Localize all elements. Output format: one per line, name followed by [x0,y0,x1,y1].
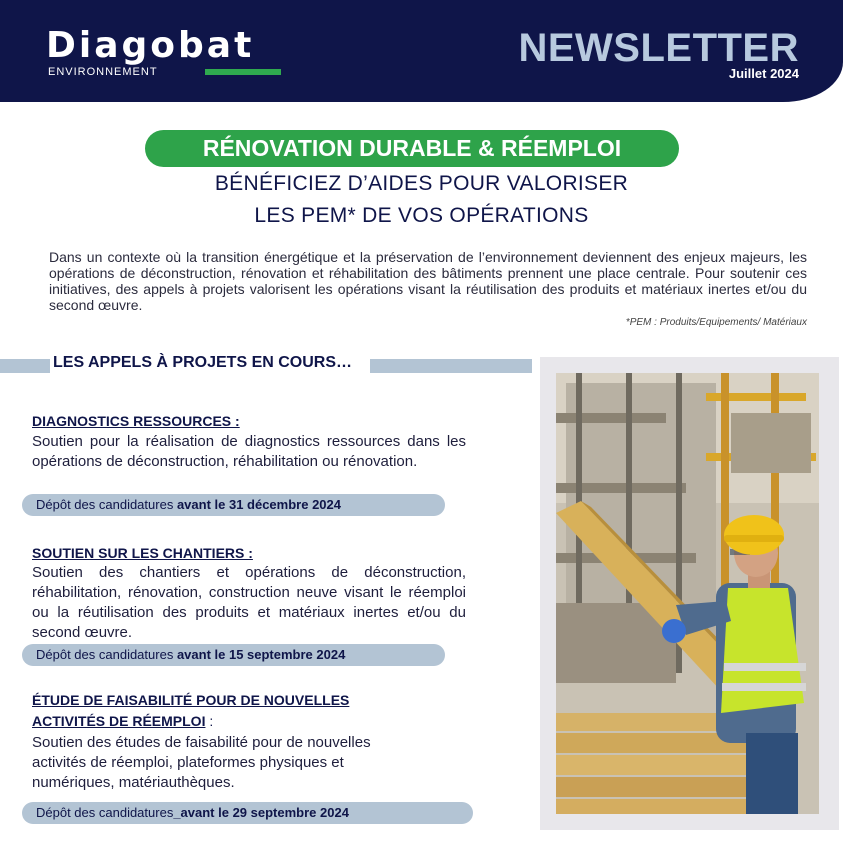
logo-name: Diagobat [46,25,255,66]
project-3-title-line-2: ACTIVITÉS DE RÉEMPLOI [32,713,206,729]
project-3-text: Soutien des études de faisabilité pour de nouvelles activités de réemploi, plateformes physiques et numériques, matériauthèques. [32,734,371,791]
intro-paragraph: Dans un contexte où la transition énergétique et la préservation de l’environnement deviennent des enjeux majeurs, les opérations de déconstruction, rénovation et réhabilitation des bâtiments prennent une place centrale. Pour soutenir ces initiatives, des appels à projets valorisent les opérations visant la réutilisation des produits et matériaux inertes et/ou du second œuvre. [49,249,807,313]
section-title: LES APPELS À PROJETS EN COURS… [53,354,358,372]
pem-footnote: *PEM : Produits/Equipements/ Matériaux [625,317,807,328]
project-1-title: DIAGNOSTICS RESSOURCES : [32,413,240,429]
project-2-text: Soutien des chantiers et opérations de déconstruction, réhabilitation, rénovation, construction neuve visant le réemploi ou la réutilisation des produits et matériaux inertes et/ou du second œuvre. [32,564,466,641]
construction-worker-photo [556,373,819,814]
project-1-text: Soutien pour la réalisation de diagnostics ressources dans les opérations de déconstruction, réhabilitation ou rénovation. [32,433,466,470]
header-banner [0,0,843,102]
logo-green-bar [205,69,281,75]
section-bar-right [370,359,532,373]
construction-site-illustration [556,373,819,814]
topic-pill: RÉNOVATION DURABLE & RÉEMPLOI [145,130,679,167]
newsletter-date: Juillet 2024 [728,66,799,81]
project-3-deadline: Dépôt des candidatures_avant le 29 septembre 2024 [22,802,473,824]
project-1-deadline: Dépôt des candidatures avant le 31 décembre 2024 [22,494,445,516]
project-3-title-line-2-wrap: ACTIVITÉS DE RÉEMPLOI : [32,713,214,729]
project-2-deadline: Dépôt des candidatures avant le 15 septembre 2024 [22,644,445,666]
project-2-title: SOUTIEN SUR LES CHANTIERS : [32,545,253,561]
newsletter-title: NEWSLETTER [518,26,799,70]
project-3-title-line-1: ÉTUDE DE FAISABILITÉ POUR DE NOUVELLES [32,692,350,708]
logo-subtitle: ENVIRONNEMENT [48,66,158,78]
headline-line-2: LES PEM* DE VOS OPÉRATIONS [254,204,589,227]
section-bar-left [0,359,50,373]
headline-line-1: BÉNÉFICIEZ D’AIDES POUR VALORISER [214,172,629,195]
